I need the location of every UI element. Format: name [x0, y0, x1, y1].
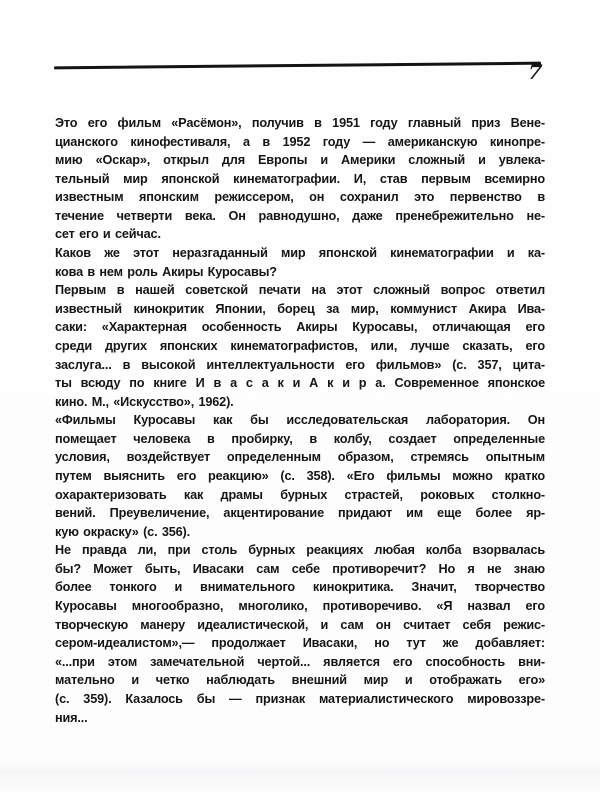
text-line: саки: «Характерная особенность Акиры Куросавы, отличающая его — [55, 320, 545, 335]
text-line: мательно и четко наблюдать внешний мир и отображать его» — [55, 673, 545, 688]
text-line: охарактеризовать как драмы бурных страстей, роковых столкно- — [55, 487, 545, 502]
text-line: вений. Преувеличение, акцентирование придают им еще более яр- — [55, 506, 545, 521]
text-line: «...при этом замечательной чертой... является его способность вни- — [55, 654, 545, 669]
text-line: известным японским режиссером, он сохранил это первенство в — [55, 190, 545, 205]
body-text — [55, 114, 545, 727]
text-line: Первым в нашей советской печати на этот сложный вопрос ответил — [55, 283, 545, 298]
text-line: Это его фильм «Расёмон», получив в 1951 году главный приз Вене- — [55, 116, 545, 130]
text-line: кино. М., «Искусство», 1962). — [55, 394, 234, 409]
header-rule — [54, 62, 541, 69]
text-line: кова в нем роль Акиры Куросавы? — [55, 264, 277, 279]
text-line: ты всюду по книге И в а с а к и А к и р а. Современное японское — [55, 376, 545, 391]
text-line: помещает человека в пробирку, в колбу, создает определенные — [55, 431, 545, 446]
text-line: цианского кинофестиваля, а в 1952 году — американскую кинопре- — [55, 134, 545, 149]
text-line: заслуга... в высокой интеллектуальности его фильмов» (с. 357, цита- — [55, 357, 545, 372]
text-line: известный кинокритик Японии, борец за мир, коммунист Акира Ива- — [55, 301, 545, 316]
text-line: «Фильмы Куросавы как бы исследовательская лаборатория. Он — [55, 413, 545, 428]
text-line: ния... — [55, 710, 88, 725]
text-line: Каков же этот неразгаданный мир японской кинематографии и ка- — [55, 246, 545, 261]
text-line: Куросавы многообразно, многолико, противоречиво. «Я назвал его — [55, 599, 545, 614]
text-line: тельный мир японской кинематографии. И, став первым всемирно — [55, 171, 545, 186]
text-line: путем выяснить его реакцию» (с. 358). «Его фильмы можно кратко — [55, 468, 545, 483]
text-line: среди других японских кинематографистов, или, лучше сказать, его — [55, 338, 545, 353]
page-number: 7 — [526, 60, 544, 84]
text-line: сет его и сейчас. — [55, 227, 161, 242]
text-line: условия, воздействует определенным образом, стремясь опытным — [55, 450, 545, 465]
text-line: мию «Оскар», открыл для Европы и Америки сложный и увлека- — [55, 153, 545, 168]
text-line: более тонкого и внимательного кинокритика. Значит, творчество — [55, 580, 545, 595]
text-line: бы? Может быть, Ивасаки сам себе противоречит? Но я не знаю — [55, 561, 545, 576]
text-line: течение четверти века. Он равнодушно, даже пренебрежительно не- — [55, 208, 545, 223]
text-line: Не правда ли, при столь бурных реакциях любая колба взорвалась — [55, 543, 545, 558]
text-line: (с. 359). Казалось бы — признак материалистического мировоззре- — [55, 691, 545, 706]
text-line: сером-идеалистом»,— продолжает Ивасаки, но тут же добавляет: — [55, 636, 545, 651]
text-line: кую окраску» (с. 356). — [55, 524, 190, 539]
text-line: творческую манеру идеалистической, и сам он считает себя режис- — [55, 617, 545, 632]
